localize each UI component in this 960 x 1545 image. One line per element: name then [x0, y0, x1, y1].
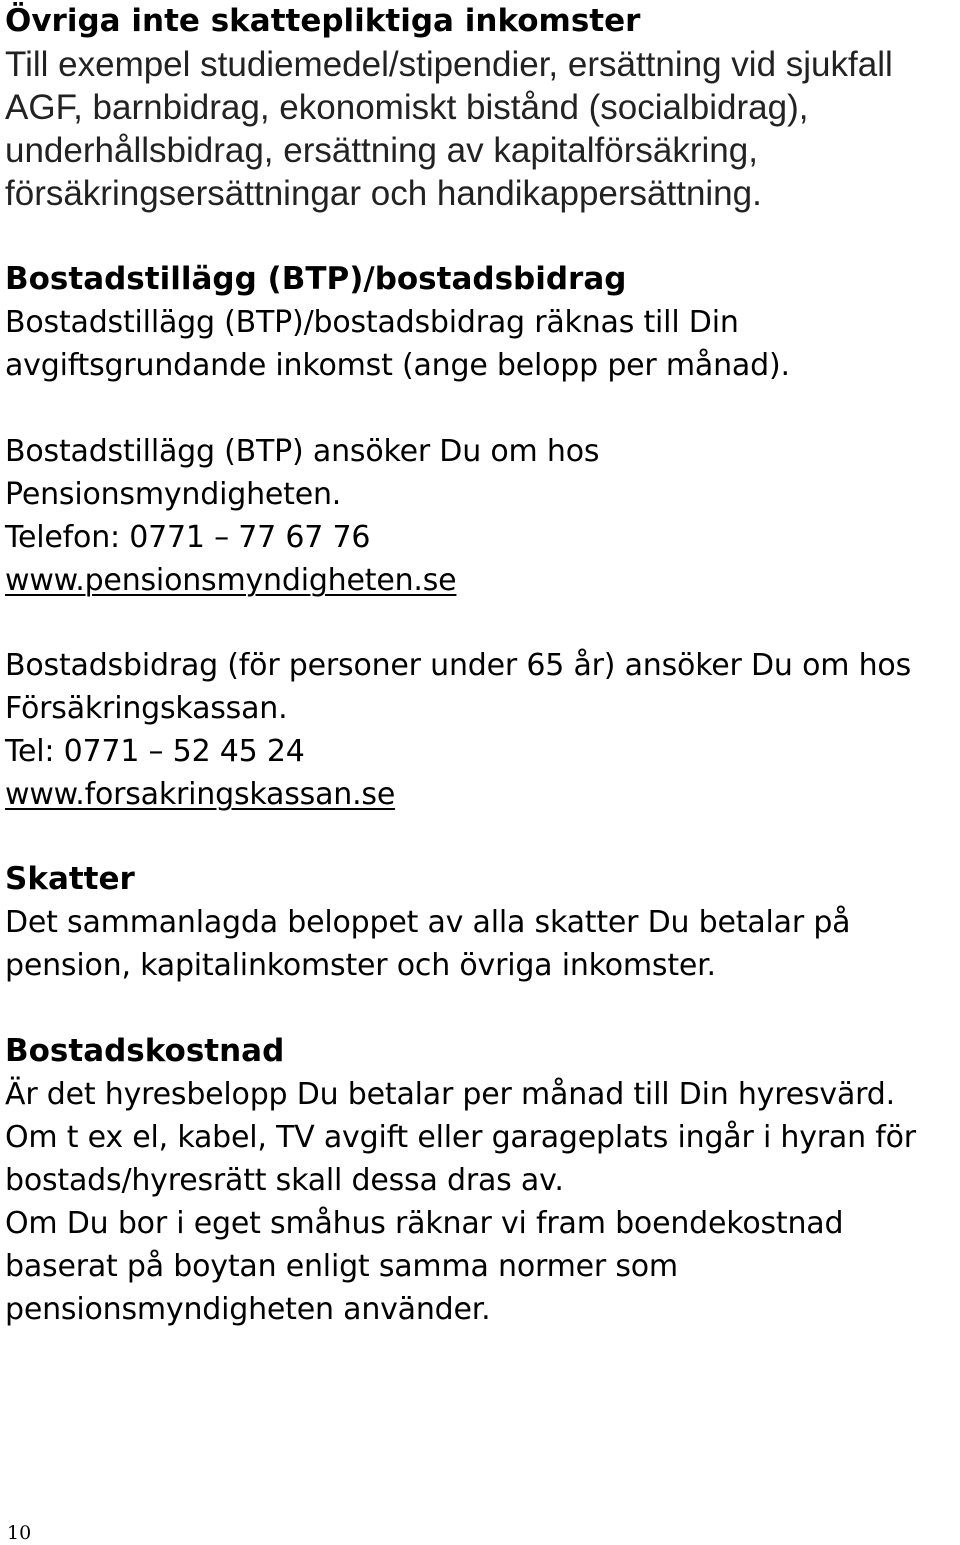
btp-line-2: avgiftsgrundande inkomst (ange belopp per månad). [5, 348, 790, 383]
btp-contact-phone: Telefon: 0771 – 77 67 76 [5, 520, 371, 555]
section-bostadskostnad [5, 1030, 916, 1331]
heading-skatter: Skatter [5, 861, 135, 897]
ovriga-line-3: underhållsbidrag, ersättning av kapitalförsäkring, [5, 131, 758, 170]
skatter-line-2: pension, kapitalinkomster och övriga inkomster. [5, 948, 716, 983]
heading-bostadskostnad: Bostadskostnad [5, 1033, 285, 1069]
btp-contact-line-2: Pensionsmyndigheten. [5, 477, 342, 512]
bostadskostnad-line-6: pensionsmyndigheten använder. [5, 1292, 491, 1327]
bostadskostnad-line-3: bostads/hyresrätt skall dessa dras av. [5, 1163, 564, 1198]
heading-btp: Bostadstillägg (BTP)/bostadsbidrag [5, 261, 627, 297]
section-btp [5, 258, 790, 387]
skatter-line-1: Det sammanlagda beloppet av alla skatter Du betalar på [5, 905, 851, 940]
ovriga-line-4: försäkringsersättningar och handikappersättning. [5, 174, 762, 213]
bostadskostnad-line-2: Om t ex el, kabel, TV avgift eller garageplats ingår i hyran för [5, 1120, 916, 1155]
bostadsbidrag-phone: Tel: 0771 – 52 45 24 [5, 734, 305, 769]
bostadskostnad-line-5: baserat på boytan enligt samma normer som [5, 1249, 678, 1284]
page-number: 10 [7, 1522, 32, 1544]
bostadsbidrag-line-2: Försäkringskassan. [5, 691, 288, 726]
pensionsmyndigheten-link[interactable]: www.pensionsmyndigheten.se [5, 563, 457, 598]
section-bostadsbidrag-contact [5, 644, 911, 816]
btp-line-1: Bostadstillägg (BTP)/bostadsbidrag räknas till Din [5, 305, 739, 340]
bostadskostnad-line-1: Är det hyresbelopp Du betalar per månad till Din hyresvärd. [5, 1077, 895, 1112]
section-ovriga [5, 0, 893, 215]
ovriga-line-2: AGF, barnbidrag, ekonomiskt bistånd (socialbidrag), [5, 88, 809, 127]
section-skatter [5, 858, 850, 987]
btp-contact-line-1: Bostadstillägg (BTP) ansöker Du om hos [5, 434, 600, 469]
section-btp-contact [5, 430, 599, 602]
bostadskostnad-line-4: Om Du bor i eget småhus räknar vi fram boendekostnad [5, 1206, 844, 1241]
bostadsbidrag-line-1: Bostadsbidrag (för personer under 65 år) ansöker Du om hos [5, 648, 911, 683]
heading-ovriga: Övriga inte skattepliktiga inkomster [5, 3, 641, 39]
ovriga-line-1: Till exempel studiemedel/stipendier, ersättning vid sjukfall [5, 45, 893, 84]
forsakringskassan-link[interactable]: www.forsakringskassan.se [5, 777, 396, 812]
